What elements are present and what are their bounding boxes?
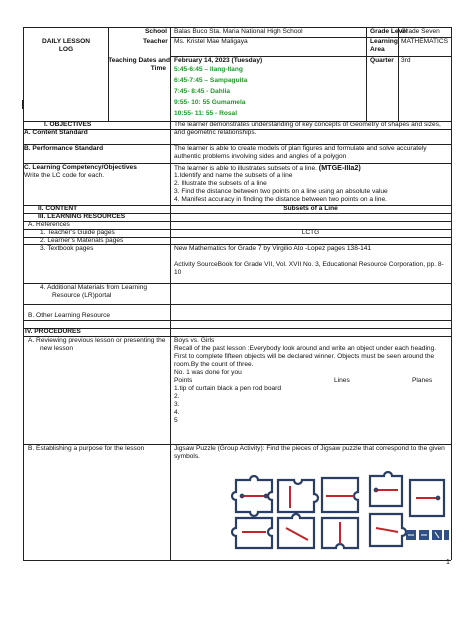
learners-materials-label: 2. Learner’s Materials pages — [40, 237, 124, 244]
content-value: Subsets of a Line — [283, 205, 338, 212]
procedure-b-label: B. Establishing a purpose for the lesson — [28, 445, 145, 452]
procedure-a-label-2: new lesson — [40, 345, 73, 352]
school-label: School — [145, 28, 167, 35]
content-heading: II. CONTENT — [38, 205, 78, 212]
log-title-line2: LOG — [58, 46, 74, 53]
symbol-tiles — [406, 530, 449, 540]
column-points: Points — [174, 377, 193, 384]
teaching-date-value: February 14, 2023 (Tuesday) — [174, 57, 263, 64]
answer-row: 5 — [174, 417, 178, 424]
competency-item: 4. Manifest accuracy in finding the distance between two points on a line. — [174, 196, 387, 203]
objectives-heading: I. OBJECTIVES — [44, 121, 92, 128]
competency-item: 3. Find the distance between two points on a line using an absolute value — [174, 188, 388, 195]
schedule-item: 7:45- 8:45 - Dahlia — [174, 88, 231, 95]
performance-standard-label: B. Performance Standard — [24, 145, 104, 152]
procedure-a-label-1: A. Reviewing previous lesson or presenting the — [28, 337, 166, 344]
column-lines: Lines — [334, 377, 350, 384]
textbook-value-1: New Mathematics for Grade 7 by Virgilio Ato -Lopez pages 138-141 — [174, 245, 372, 252]
competency-item: 1.Identify and name the subsets of a line — [174, 172, 293, 179]
teachers-guide-label: 1. Teacher’s Guide pages — [40, 229, 115, 236]
schedule-item: 5:45-6:45 – Ilang-Ilang — [174, 66, 243, 73]
schedule-item: 9:55- 10: 55 Gumamela — [174, 99, 246, 106]
procedures-heading: IV. PROCEDURES — [25, 328, 81, 335]
teacher-value: Ms. Kristel Mae Maligaya — [174, 38, 248, 45]
learning-area-label-2: Area — [370, 46, 385, 53]
answer-row: 4. — [174, 409, 180, 416]
quarter-value: 3rd — [401, 57, 411, 64]
content-standard-label: A. Content Standard — [24, 129, 88, 136]
grade-level-label: Grade Level — [370, 28, 408, 35]
teachers-guide-value: LCTG — [301, 229, 320, 236]
competency-item: 2. Illustrate the subsets of a line — [174, 180, 267, 187]
teacher-label: Teacher — [143, 38, 168, 45]
procedure-b-text: Jigsaw Puzzle (Group Activity): Find the pieces of Jigsaw puzzle that correspond to the given symbols. — [174, 445, 445, 461]
competency-intro: The learner is able to illustrates subsets of a line. (MTGE-IIIa2) — [174, 163, 361, 172]
answer-row: 1.tip of curtain black a pen rod board — [174, 385, 282, 392]
learning-area-label-1: Learning — [370, 38, 398, 45]
learning-area-value: MATHEMATICS — [401, 38, 449, 45]
jigsaw-puzzle-illustration — [230, 470, 450, 554]
teaching-dates-label-2: Time — [150, 65, 166, 72]
procedure-a-text: Recall of the past lesson :Everybody look around and write an object under each heading. First to complete fifteen objects will be declared winner. Objects must be seen around the room.By the count of three. — [174, 345, 437, 369]
jigsaw-piece — [278, 514, 314, 548]
competency-label: C. Learning Competency/Objectives — [24, 164, 137, 171]
references-label: A. References — [28, 221, 70, 228]
other-resource-label: B. Other Learning Resource — [28, 312, 111, 319]
quarter-label: Quarter — [370, 57, 394, 64]
procedure-a-example: No. 1 was done for you — [174, 369, 242, 376]
performance-standard-text: The learner is able to create models of plan figures and formulate and solve accurately authentic problems involving sides and angles of a polygon — [174, 145, 427, 161]
teaching-dates-label-1: Teaching Dates and — [108, 57, 170, 64]
schedule-item: 10:55- 11: 55 - Rosal — [174, 110, 238, 117]
content-standard-text: The learner demonstrates understanding of key concepts of Geometry of shapes and sizes, and geometric relationships. — [174, 121, 441, 137]
resources-heading: III. LEARNING RESOURCES — [38, 213, 126, 220]
jigsaw-piece — [278, 480, 318, 512]
competency-sub-label: Write the LC code for each. — [24, 172, 105, 179]
additional-materials-label-2: Resource (LR)portal — [52, 292, 112, 299]
log-title-line1: DAILY LESSON — [41, 38, 90, 45]
grade-level-value: Grade Seven — [401, 28, 440, 35]
procedure-a-title: Boys vs. Girls — [174, 337, 215, 344]
answer-row: 2. — [174, 393, 180, 400]
competency-code: (MTGE-IIIa2) — [318, 163, 361, 172]
additional-materials-label-1: 4. Additional Materials from Learning — [40, 284, 148, 291]
school-value: Balas Buco Sta. Maria National High School — [174, 28, 303, 35]
page-number: 1 — [446, 559, 450, 566]
answer-row: 3. — [174, 401, 180, 408]
textbook-value-2: Activity SourceBook for Grade VII, Vol. XVII No. 3, Educational Resource Corporation, pp. 8-10 — [174, 261, 444, 277]
schedule-item: 6:45-7:45 – Sampaguita — [174, 77, 248, 84]
column-planes: Planes — [412, 377, 433, 384]
textbook-label: 3. Textbook pages — [40, 245, 94, 252]
